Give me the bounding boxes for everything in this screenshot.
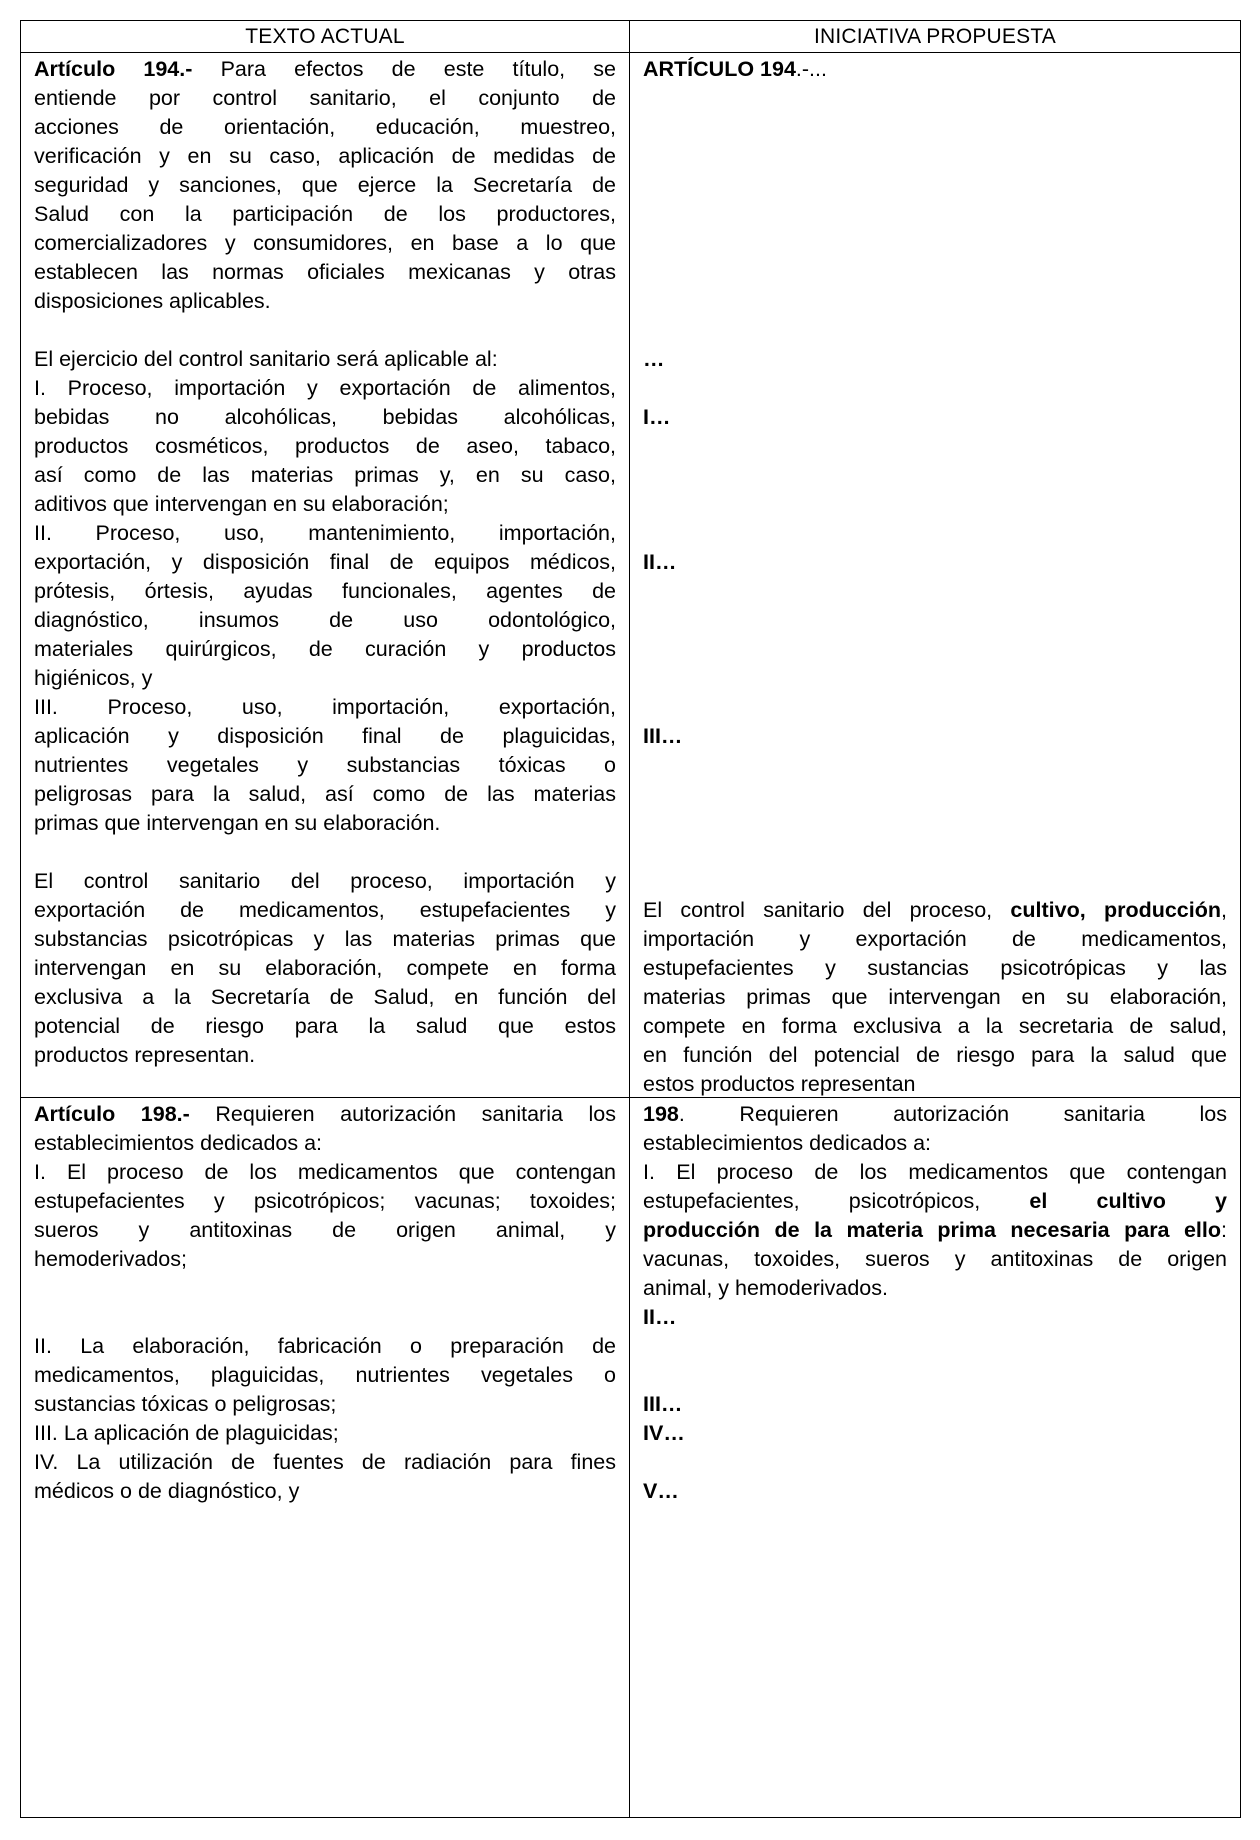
text-line: primas que intervengan en su elaboración. [34, 811, 441, 835]
text-line: estupefacientes y sustancias psicotrópicas y las [643, 956, 1227, 980]
article-194-current [21, 53, 630, 1098]
text-line: substancias psicotrópicas y las materias primas que [34, 927, 616, 951]
text-line: bebidas no alcohólicas, bebidas alcohólicas, [34, 405, 616, 429]
highlighted-change: el cultivo y [1029, 1189, 1227, 1213]
article-heading: Artículo 198.- [34, 1102, 190, 1126]
text-line: materiales quirúrgicos, de curación y productos [34, 637, 616, 661]
text-line: compete en forma exclusiva a la secretaria de salud, [643, 1014, 1227, 1038]
header-proposed-label: INICIATIVA PROPUESTA [813, 25, 1057, 48]
text-line: sueros y antitoxinas de origen animal, y [34, 1218, 616, 1242]
text-line: diagnóstico, insumos de uso odontológico, [34, 608, 616, 632]
text-line: intervengan en su elaboración, compete en forma [34, 956, 616, 980]
highlighted-change: cultivo, producción [1010, 898, 1222, 922]
article-heading: ARTÍCULO 194 [643, 57, 796, 81]
text-line: en función del potencial de riesgo para la salud que [643, 1043, 1227, 1067]
text-line: ARTÍCULO 194.-... [643, 57, 827, 81]
text-line: higiénicos, y [34, 666, 153, 690]
text-line: Artículo 198.- Requieren autorización sanitaria los [34, 1102, 617, 1126]
text-line: peligrosas para la salud, así como de las materias [34, 782, 616, 806]
ellipsis-marker: III… [643, 1392, 683, 1416]
text-line: El ejercicio del control sanitario será aplicable al: [34, 347, 498, 371]
text-line: comercializadores y consumidores, en base a lo que [34, 231, 616, 255]
highlighted-change: producción de la materia prima necesaria para ello [643, 1218, 1222, 1242]
text-line: I. Proceso, importación y exportación de alimentos, [34, 376, 616, 400]
text-line: estupefacientes, psicotrópicos, el cultivo y [643, 1189, 1227, 1213]
text-line: estos productos representan [643, 1072, 916, 1096]
article-heading: 198 [643, 1102, 679, 1126]
row-article-198 [21, 1098, 1241, 1818]
text-line: Artículo 194.- Para efectos de este título, se [34, 57, 617, 81]
text-line: exportación de medicamentos, estupefacientes y [34, 898, 616, 922]
text-line: así como de las materias primas y, en su caso, [34, 463, 616, 487]
ellipsis-marker: II… [643, 1305, 677, 1329]
text-line: médicos o de diagnóstico, y [34, 1479, 300, 1503]
text-line: aditivos que intervengan en su elaboración; [34, 492, 449, 516]
text-line: animal, y hemoderivados. [643, 1276, 888, 1300]
text-line: nutrientes vegetales y substancias tóxicas o [34, 753, 616, 777]
text-line: III. Proceso, uso, importación, exportación, [34, 695, 616, 719]
text-line: establecimientos dedicados a: [643, 1131, 932, 1155]
text-line: establecimientos dedicados a: [34, 1131, 323, 1155]
article-198-current [21, 1098, 630, 1818]
ellipsis-marker: I… [643, 405, 671, 429]
text-line: acciones de orientación, educación, muestreo, [34, 115, 616, 139]
text-line: vacunas, toxoides, sueros y antitoxinas de origen [643, 1247, 1227, 1271]
row-article-194 [21, 53, 1241, 1098]
text-line: I. El proceso de los medicamentos que contengan [34, 1160, 616, 1184]
text-line: estupefacientes y psicotrópicos; vacunas; toxoides; [34, 1189, 616, 1213]
text-line: potencial de riesgo para la salud que estos [34, 1014, 616, 1038]
text-line: I. El proceso de los medicamentos que contengan [643, 1160, 1227, 1184]
ellipsis-marker: II… [643, 550, 677, 574]
article-heading: Artículo 194.- [34, 57, 193, 81]
text-line: productos representan. [34, 1043, 256, 1067]
text-line: IV. La utilización de fuentes de radiación para fines [34, 1450, 616, 1474]
text-line: disposiciones aplicables. [34, 289, 271, 313]
text-line: seguridad y sanciones, que ejerce la Secretaría de [34, 173, 616, 197]
ellipsis-marker: IV… [643, 1421, 685, 1445]
text-line: II. Proceso, uso, mantenimiento, importación, [34, 521, 616, 545]
text-line: sustancias tóxicas o peligrosas; [34, 1392, 337, 1416]
ellipsis-marker: III… [643, 724, 683, 748]
text-line: Salud con la participación de los productores, [34, 202, 616, 226]
article-194-proposed [630, 53, 1241, 1098]
ellipsis-marker: … [643, 347, 665, 371]
text-line: El control sanitario del proceso, importación y [34, 869, 616, 893]
header-current-label: TEXTO ACTUAL [245, 25, 405, 48]
text-line: 198. Requieren autorización sanitaria los [643, 1102, 1227, 1126]
text-line: verificación y en su caso, aplicación de medidas de [34, 144, 616, 168]
text-line: exportación, y disposición final de equipos médicos, [34, 550, 616, 574]
text-line: entiende por control sanitario, el conjunto de [34, 86, 616, 110]
text-line: hemoderivados; [34, 1247, 187, 1271]
text-line: materias primas que intervengan en su elaboración, [643, 985, 1227, 1009]
text-line: productos cosméticos, productos de aseo, tabaco, [34, 434, 616, 458]
ellipsis-marker: V… [643, 1479, 679, 1503]
text-line: importación y exportación de medicamentos, [643, 927, 1227, 951]
text-line: III. La aplicación de plaguicidas; [34, 1421, 339, 1445]
text-line: exclusiva a la Secretaría de Salud, en función del [34, 985, 616, 1009]
header-current-text [21, 21, 630, 53]
text-line: establecen las normas oficiales mexicanas y otras [34, 260, 616, 284]
text-line: El control sanitario del proceso, cultivo, producción, [643, 898, 1227, 922]
text-line: prótesis, órtesis, ayudas funcionales, agentes de [34, 579, 616, 603]
article-198-proposed [630, 1098, 1241, 1818]
header-proposed-text [630, 21, 1241, 53]
header-row [21, 21, 1241, 53]
text-line: medicamentos, plaguicidas, nutrientes vegetales o [34, 1363, 616, 1387]
comparison-table [20, 20, 1241, 1818]
text-line: producción de la materia prima necesaria para ello: [643, 1218, 1227, 1242]
text-line: aplicación y disposición final de plaguicidas, [34, 724, 616, 748]
text-line: II. La elaboración, fabricación o preparación de [34, 1334, 616, 1358]
